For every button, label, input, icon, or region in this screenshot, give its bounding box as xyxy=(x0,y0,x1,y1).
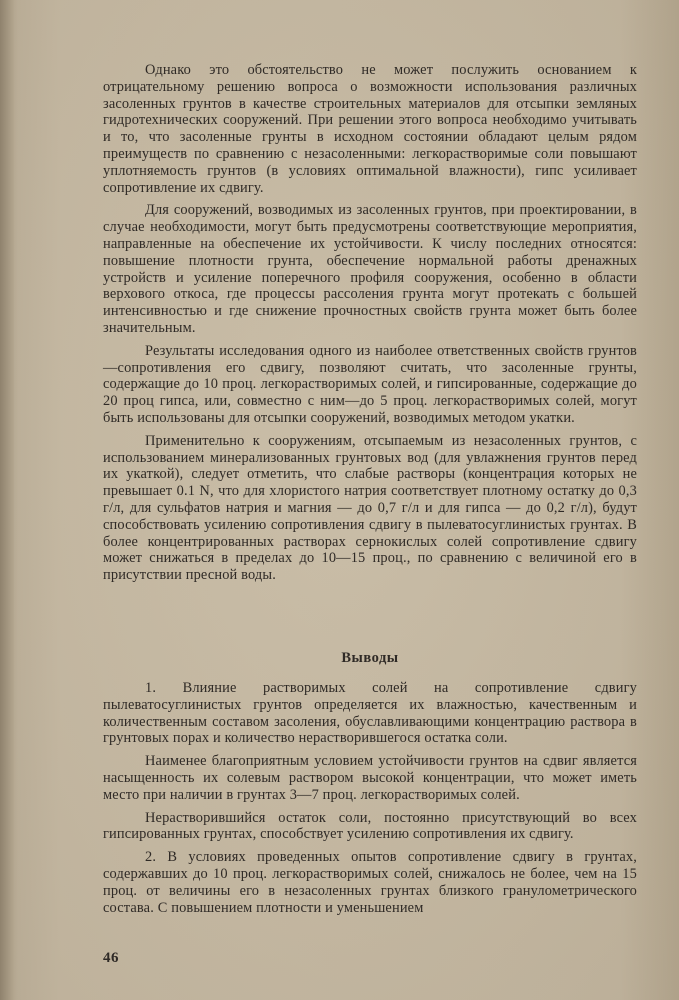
paragraph-4: Применительно к сооружениям, отсыпаемым из незасоленных грунтов, с использованием минерализованных грунтовых вод (для увлажнения грунтов перед их укаткой), следует отметить, что слабые растворы (концентрация которых не превышает 0.1 N, что для хлористого натрия соответствует плотному остатку до 0,3 г/л, для сульфатов натрия и магния — до 0,7 г/л и для гипса — до 0,2 г/л), будут способствовать усилению сопротивления сдвигу в пылеватосуглинистых грунтах. В более концентрированных растворах сернокислых солей сопротивление сдвигу может снижаться в пределах до 10—15 проц., по сравнению с величиной его в присутствии пресной воды. xyxy=(103,432,637,584)
body-text-conclusions xyxy=(103,680,637,916)
conclusion-1: 1. Влияние растворимых солей на сопротивление сдвигу пылеватосуглинистых грунтов определяется их влажностью, качественным и количественным составом засоления, обуславливающими концентрацию раствора в грунтовых порах и количество нерастворившегося остатка соли. xyxy=(103,680,637,747)
page-number: 46 xyxy=(103,950,119,966)
paragraph-1: Однако это обстоятельство не может послужить основанием к отрицательному решению вопроса о возможности использования различных засоленных грунтов в качестве строительных материалов для отсыпки земляных гидротехнических сооружений. При решении этого вопроса необходимо учитывать и то, что засоленные грунты в исходном состоянии обладают целым рядом преимуществ по сравнению с незасоленными: легкорастворимые соли повышают уплотняемость грунтов (в условиях оптимальной влажности), гипс усиливает сопротивление их сдвигу. xyxy=(103,62,637,196)
paragraph-3: Результаты исследования одного из наиболее ответственных свойств грунтов—сопротивления его сдвигу, позволяют считать, что засоленные грунты, содержащие до 10 проц. легкорастворимых солей, и гипсированные, содержащие до 20 проц гипса, или, совместно с ним—до 5 проц. легкорастворимых солей, могут быть использованы для отсыпки сооружений, возводимых методом укатки. xyxy=(103,342,637,426)
section-heading: Выводы xyxy=(341,650,399,666)
body-text-top xyxy=(103,62,637,584)
page-spine-shadow xyxy=(0,0,14,1000)
paragraph-2: Для сооружений, возводимых из засоленных грунтов, при проектировании, в случае необходимости, могут быть предусмотрены соответствующие мероприятия, направленные на обеспечение их устойчивости. К числу последних относятся: повышение плотности грунта, обеспечение нормальной работы дренажных устройств и усиление поперечного профиля сооружения, особенно в области верхового откоса, где процессы рассоления грунта могут протекать с большей интенсивностью и где снижение прочностных свойств грунта может быть более значительным. xyxy=(103,202,637,336)
conclusion-2: 2. В условиях проведенных опытов сопротивление сдвигу в грунтах, содержавших до 10 проц. легкорастворимых солей, снижалось не более, чем на 15 проц. от величины его в незасоленных грунтах близкого гранулометрического состава. С повышением плотности и уменьшением xyxy=(103,849,637,916)
conclusion-1-cont: Наименее благоприятным условием устойчивости грунтов на сдвиг является насыщенность их солевым раствором высокой концентрации, что может иметь место при наличии в грунтах 3—7 проц. легкорастворимых солей. xyxy=(103,753,637,803)
conclusion-1-note: Нерастворившийся остаток соли, постоянно присутствующий во всех гипсированных грунтах, способствует усилению сопротивления их сдвигу. xyxy=(103,809,637,843)
